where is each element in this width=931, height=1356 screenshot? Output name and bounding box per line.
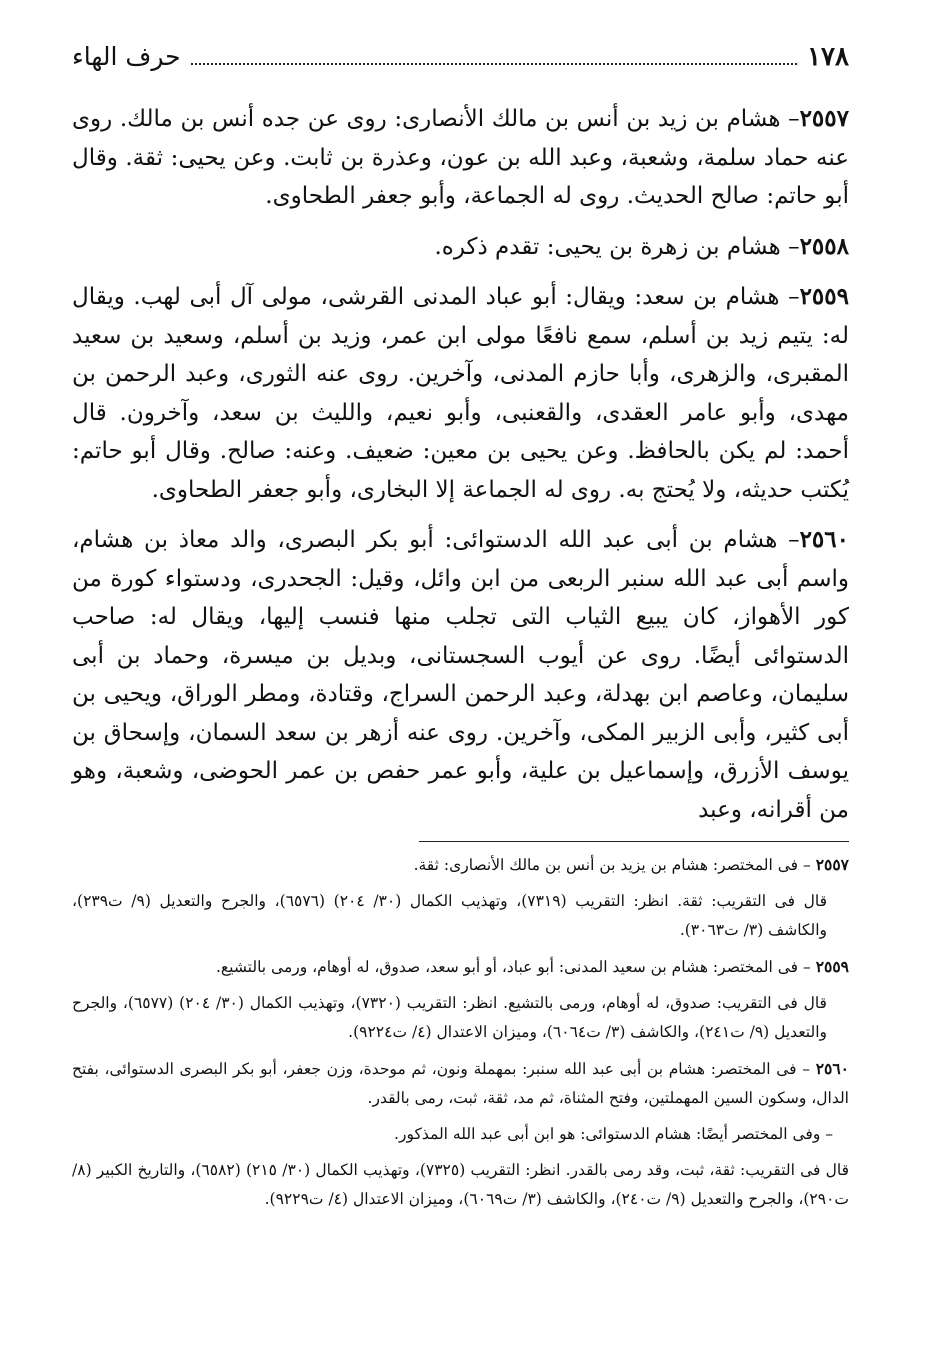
footnote-number: ٢٥٥٧ (815, 855, 849, 874)
footnote-number: ٢٥٦٠ (815, 1059, 849, 1078)
entry-number: ٢٥٥٩ (799, 283, 849, 310)
running-header (72, 44, 849, 84)
entry-number: ٢٥٦٠ (799, 526, 849, 553)
footnote-text: – فى المختصر: هشام بن يزيد بن أنس بن مالك الأنصارى: ثقة. (413, 856, 811, 874)
chapter-title: حرف الهاء (72, 42, 181, 71)
header-dotted-leader (191, 49, 798, 65)
entry-paragraph (72, 278, 849, 509)
footnote (72, 887, 849, 945)
entry-text: – هشام بن أبى عبد الله الدستوائى: أبو بكر البصرى، والد معاذ بن هشام، واسم أبى عبد الله سنبر الربعى من ابن وائل، وقيل: الجحدرى، ودستواء كورة من كور الأهواز، كان يبيع الثياب التى تجلب منها فنسب إليها، ويقال له: صاحب الدستوائى أيضًا. روى عن أيوب السجستانى، وبديل بن ميسرة، وحماد بن أبى سليمان، وعاصم ابن بهدلة، وعبد الرحمن السراج، وقتادة، ومطر الوراق، ويحيى بن أبى كثير، وأبى الزبير المكى، وآخرين. روى عنه أزهر بن سعد السمان، وإسحاق بن يوسف الأزرق، وإسماعيل بن علية، وأبو عمر حفص بن عمر الحوضى، وشعبة، وهو من أقرانه، وعبد (72, 527, 849, 823)
footnote (72, 1054, 849, 1113)
entry-text: – هشام بن زهرة بن يحيى: تقدم ذكره. (434, 233, 800, 260)
footnote-text: قال فى التقريب: ثقة. انظر: التقريب (٧٣١٩)، وتهذيب الكمال (٣٠/ ٢٠٤) (٦٥٧٦)، والجرح والتعديل (٩/ ت٢٣٩)، والكاشف (٣/ ت٣٠٦٣). (72, 892, 828, 939)
footnote (72, 989, 849, 1047)
entry-number: ٢٥٥٨ (799, 232, 849, 260)
main-text (72, 100, 849, 829)
footnote (72, 1156, 849, 1214)
entry-text: – هشام بن سعد: ويقال: أبو عباد المدنى القرشى، مولى آل أبى لهب. ويقال له: يتيم زيد بن أسلم، سمع نافعًا مولى ابن عمر، وزيد بن أسلم، وسعيد بن سعيد المقبرى، والزهرى، وأبا حازم المدنى، وآخرين. روى عنه الثورى، وعبد الرحمن بن مهدى، وأبو عامر العقدى، والقعنبى، وأبو نعيم، والليث بن سعد، وآخرون. قال أحمد: لم يكن بالحافظ. وعن يحيى بن معين: ضعيف. وعنه: صالح. وقال أبو حاتم: يُكتب حديثه، ولا يُحتج به. روى له الجماعة إلا البخارى، وأبو جعفر الطحاوى. (72, 284, 849, 503)
footnote (72, 952, 849, 982)
footnote-text: قال فى التقريب: ثقة، ثبت، وقد رمى بالقدر. انظر: التقريب (٧٣٢٥)، وتهذيب الكمال (٣٠/ ٢١٥) (٦٥٨٢)، والتاريخ الكبير (٨/ ت٢٩٠)، والجرح والتعديل (٩/ ت٢٤٠)، والكاشف (٣/ ت٦٠٦٩)، وميزان الاعتدال (٤/ ت٩٢٢٩). (72, 1161, 850, 1208)
footnote-text: – وفى المختصر أيضًا: هشام الدستوائى: هو ابن أبى عبد الله المذكور. (394, 1125, 833, 1143)
footnote-text: – فى المختصر: هشام بن سعيد المدنى: أبو عباد، أو أبو سعد، صدوق، له أوهام، ورمى بالتشيع. (216, 958, 811, 976)
footnote-text: – فى المختصر: هشام بن أبى عبد الله سنبر: بمهملة ونون، ثم موحدة، وزن جعفر، أبو بكر البصرى الدستوائى، بفتح الدال، وسكون السين المهملتين، وفتح المثناة، ثم مد، ثقة، ثبت، رمى بالقدر. (72, 1060, 849, 1107)
entry-paragraph (72, 521, 849, 829)
page-number: ١٧٨ (807, 42, 849, 72)
entry-paragraph (72, 228, 849, 267)
footnote-number: ٢٥٥٩ (815, 957, 849, 976)
footnotes (72, 850, 849, 1214)
entry-paragraph (72, 100, 849, 216)
entry-text: – هشام بن زيد بن أنس بن مالك الأنصارى: روى عن جده أنس بن مالك. روى عنه حماد سلمة، وشعبة، وعبد الله بن عون، وعذرة بن ثابت. وعن يحيى: ثقة. وقال أبو حاتم: صالح الحديث. روى له الجماعة، وأبو جعفر الطحاوى. (72, 106, 849, 209)
footnote-text: قال فى التقريب: صدوق، له أوهام، ورمى بالتشيع. انظر: التقريب (٧٣٢٠)، وتهذيب الكمال (٣٠/ ٢٠٤) (٦٥٧٧)، والجرح والتعديل (٩/ ت٢٤١)، والكاشف (٣/ ت٦٠٦٤)، وميزان الاعتدال (٤/ ت٩٢٢٤). (72, 994, 827, 1041)
footnote (72, 1120, 849, 1149)
footnote-separator (419, 841, 849, 842)
footnote (72, 850, 849, 880)
entry-number: ٢٥٥٧ (799, 105, 849, 132)
